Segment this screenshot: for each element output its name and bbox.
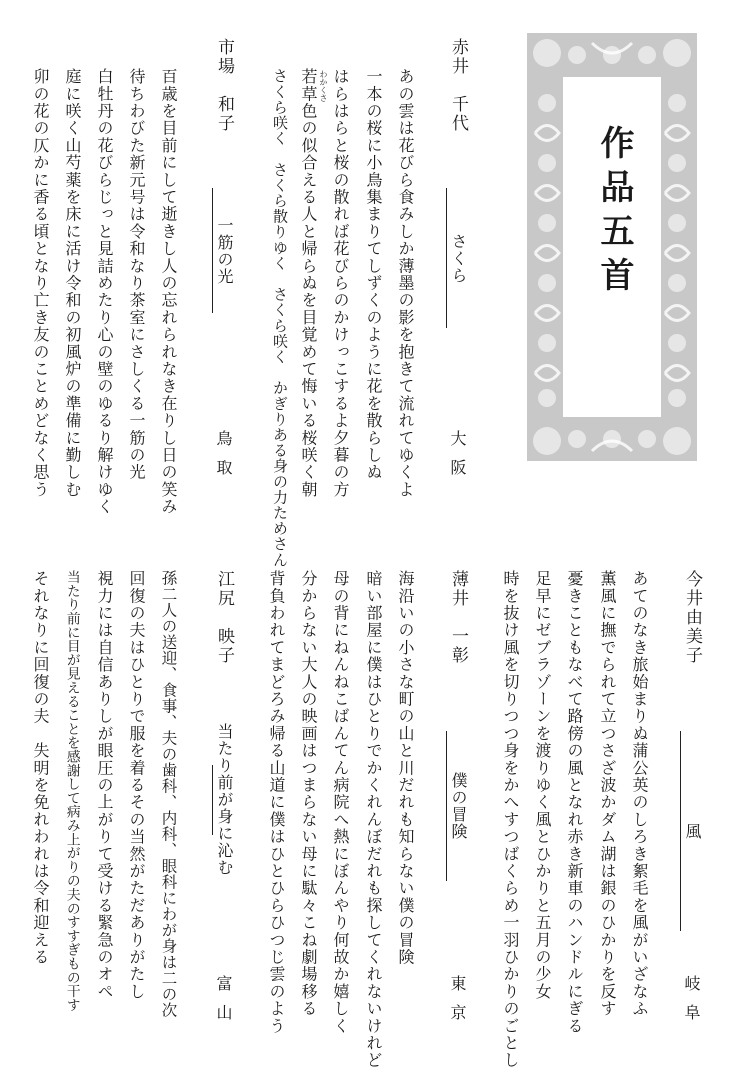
author-name: 赤井 千代 <box>448 38 468 133</box>
poem-line: 当たり前に目が見えることを感謝して病み上がりの夫のすすぎもの干す <box>63 570 80 1012</box>
poem-line: 薫風に撫でられて立つさざ波かダム湖は銀のひかりを反す <box>598 570 617 1018</box>
poem-line: 暗い部屋に僕はひとりでかくれんぼだれも探してくれないけれど <box>364 570 383 1069</box>
title-dash <box>446 731 447 881</box>
poem-line: 白牡丹の花びらじっと見詰めたり心の壁のゆるり解けゆく <box>95 68 114 516</box>
author-name: 薄井 一彰 <box>448 570 468 665</box>
poem-line: 卯の花の仄かに香る頃となり亡き友のことめどなく思う <box>31 68 50 498</box>
poem-line: はらはらと桜の散れば花びらのかけっこするよ夕暮の方 <box>331 68 350 498</box>
poem-line: 孫二人の送迎、食事、夫の歯科、内科、眼科にわが身は二の次 <box>159 570 178 1018</box>
work-title-text: 風 <box>683 822 702 840</box>
poem-line: 足早にゼブラゾーンを渡りゆく風とひかりと五月の少女 <box>533 570 552 1000</box>
poem-line: 回復の夫はひとりで服を着るその当然がただありがたし <box>127 570 146 1000</box>
title-dash <box>680 731 681 931</box>
work-title-text: 僕の冒険 <box>449 772 468 840</box>
title-dash <box>212 765 213 835</box>
poem-line: あてのなき旅始まりぬ蒲公英のしろき絮毛を風がいざなふ <box>630 570 649 1018</box>
author-name: 江尻 映子 <box>214 570 234 665</box>
poem-line: 憂きこともなべて路傍の風となれ赤き新車のハンドルにぎる <box>565 570 584 1035</box>
poem-line: あの雲は花びら食みしか薄墨の影を抱きて流れてゆくよ <box>396 68 415 498</box>
poem-line: 百歳を目前にして逝きし人の忘れられなき在りし日の笑み <box>159 68 178 516</box>
poem-line: 庭に咲く山芍薬を床に活け令和の初風炉の準備に勤しむ <box>63 68 82 498</box>
poem-line: 若草色の似合える人と帰らぬを目覚めて悔いる桜咲く朝 <box>299 68 318 498</box>
work-title-text: 一筋の光 <box>215 216 234 285</box>
poem-line: 海沿いの小さな町の山と川だれも知らない僕の冒険 <box>396 570 415 966</box>
poem-line: 視力には自信ありしが眼圧の上がりて受ける緊急のオペ <box>95 570 114 1000</box>
work-title <box>212 723 236 876</box>
title-dash <box>212 188 213 313</box>
work-title <box>212 180 236 321</box>
page-title: 作品五首 <box>594 125 634 301</box>
author-place: 東京 <box>448 975 467 1033</box>
poem-line: さくら咲く さくら散りゆく さくら咲く かぎりある身の力ためさん <box>271 68 289 568</box>
author-place: 鳥取 <box>214 430 233 488</box>
work-title-text: さくら <box>449 232 468 284</box>
work-title-text: 当たり前が身に沁む <box>215 723 234 876</box>
author-place: 岐阜 <box>682 975 701 1033</box>
poem-line: 背負われてまどろみ帰る山道に僕はひとひらひつじ雲のよう <box>267 570 286 1035</box>
poem-line: 母の背にねんねこばんてん病院へ熱にぼんやり何故か嬉しく <box>331 570 350 1035</box>
author-name: 市場 和子 <box>214 38 234 133</box>
title-dash <box>446 188 447 328</box>
poem-line: それなりに回復の夫 失明を免れわれは令和迎える <box>31 570 50 966</box>
poem-line: 分からない大人の映画はつまらない母に駄々こね劇場移る <box>299 570 318 1018</box>
poem-line: 一本の桜に小鳥集まりてしずくのように花を散らしぬ <box>364 68 383 481</box>
work-title <box>680 723 704 939</box>
author-place: 大阪 <box>448 430 467 488</box>
author-place: 富山 <box>214 975 233 1033</box>
poem-line: 時を抜け風を切りつつ身をかへすつばくらめ一羽ひかりのごとし <box>501 570 520 1069</box>
author-name: 今井由美子 <box>682 570 702 665</box>
poem-line: 待ちわびた新元号は令和なり茶室にさしくる一筋の光 <box>127 68 146 481</box>
work-title <box>446 723 470 889</box>
work-title <box>446 180 470 336</box>
ruby-text: わかくさ <box>319 70 328 102</box>
